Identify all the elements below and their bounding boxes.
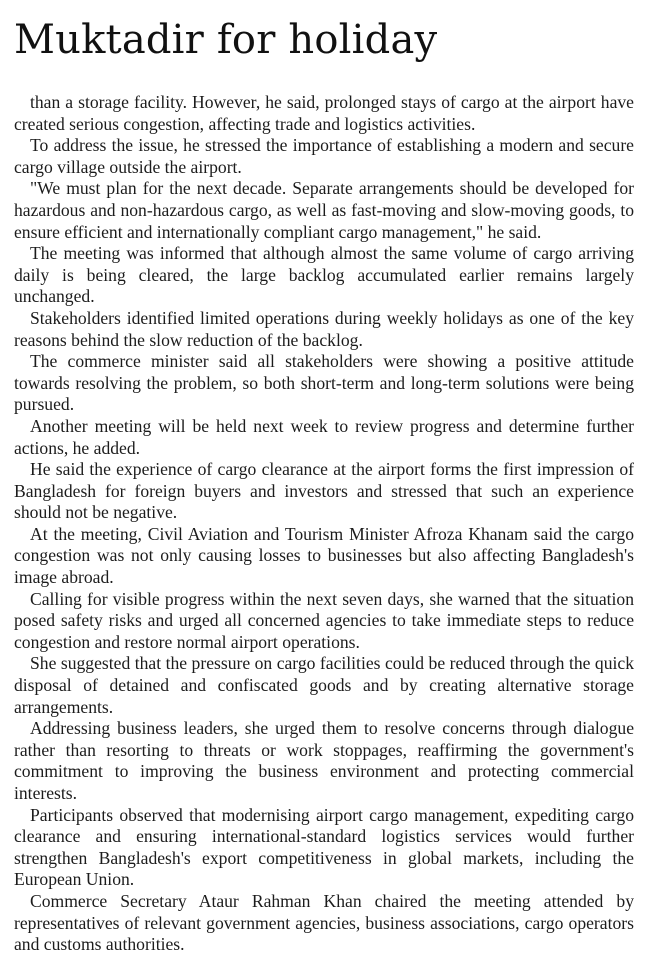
article [14, 0, 634, 956]
article-paragraph: Calling for visible progress within the next seven days, she warned that the situation posed safety risks and urged all concerned agencies to take immediate steps to reduce congestion and restore normal airport operations. [14, 588, 634, 652]
article-paragraph: To address the issue, he stressed the importance of establishing a modern and secure cargo village outside the airport. [14, 135, 634, 177]
article-paragraph: She suggested that the pressure on cargo facilities could be reduced through the quick disposal of detained and confiscated goods and by creating alternative storage arrangements. [14, 653, 634, 717]
article-paragraph: At the meeting, Civil Aviation and Tourism Minister Afroza Khanam said the cargo congestion was not only causing losses to businesses but also affecting Bangladesh's image abroad. [14, 523, 634, 588]
article-paragraph: Commerce Secretary Ataur Rahman Khan chaired the meeting attended by representatives of relevant government agencies, business associations, cargo operators and customs authorities. [14, 890, 634, 955]
article-paragraph: "We must plan for the next decade. Separate arrangements should be developed for hazardous and non-hazardous cargo, as well as fast-moving and slow-moving goods, to ensure efficient and internationally compliant cargo management," he said. [14, 178, 634, 242]
article-paragraph: The meeting was informed that although almost the same volume of cargo arriving daily is being cleared, the large backlog accumulated earlier remains largely unchanged. [14, 243, 634, 307]
article-paragraph: than a storage facility. However, he said, prolonged stays of cargo at the airport have created serious congestion, affecting trade and logistics activities. [14, 92, 634, 134]
article-paragraph: Addressing business leaders, she urged them to resolve concerns through dialogue rather than resorting to threats or work stoppages, reaffirming the government's commitment to improving the business environment and protecting commercial interests. [14, 718, 634, 803]
article-paragraph: Participants observed that modernising airport cargo management, expediting cargo clearance and ensuring international-standard logistics services would further strengthen Bangladesh's export competitiveness in global markets, including the European Union. [14, 804, 634, 890]
article-headline: Muktadir for holiday [14, 17, 438, 63]
article-paragraph: Stakeholders identified limited operations during weekly holidays as one of the key reasons behind the slow reduction of the backlog. [14, 307, 634, 350]
article-paragraph: The commerce minister said all stakeholders were showing a positive attitude towards resolving the problem, so both short-term and long-term solutions were being pursued. [14, 351, 634, 415]
article-paragraph: He said the experience of cargo clearance at the airport forms the first impression of Bangladesh for foreign buyers and investors and stressed that such an experience should not be negative. [14, 459, 634, 523]
article-paragraph: Another meeting will be held next week to review progress and determine further actions, he added. [14, 415, 634, 458]
article-body [14, 92, 634, 956]
